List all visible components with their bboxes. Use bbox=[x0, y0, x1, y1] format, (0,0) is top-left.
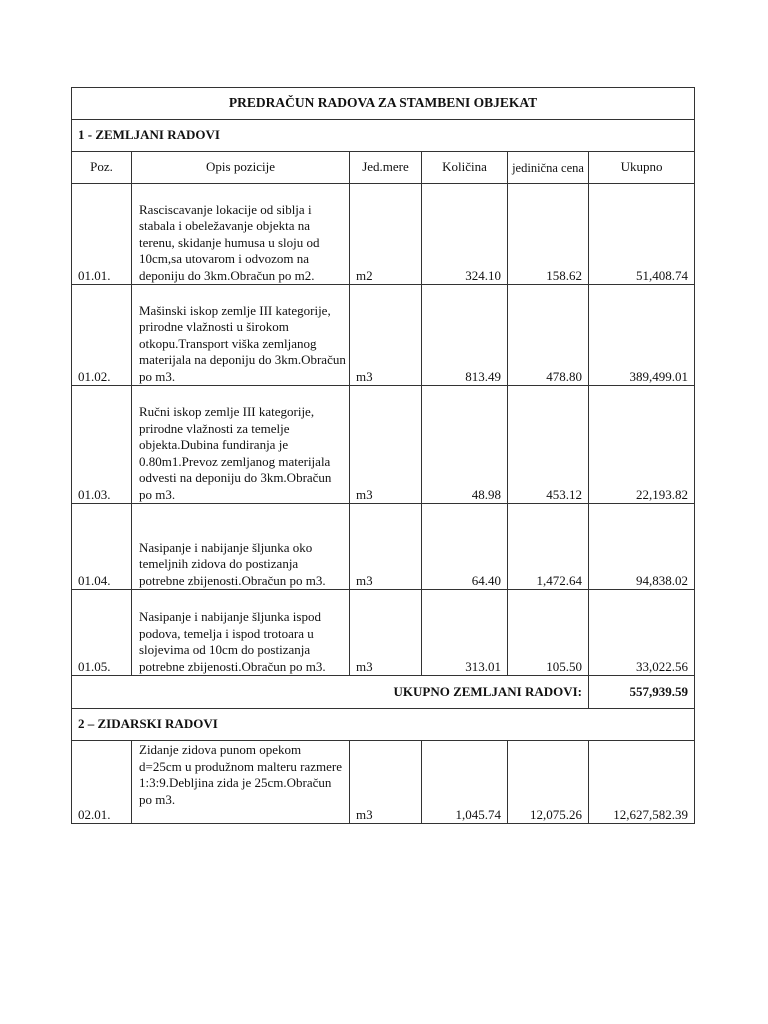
cell-opis: Rasciscavanje lokacije od siblja i stabala i obeležavanje objekta na terenu, skidanje humusa u sloju od 10cm,sa utovarom i odvozom na deponiju do 3km.Obračun po m2. bbox=[132, 184, 350, 285]
cell-cena: 453.12 bbox=[508, 386, 589, 504]
cell-poz: 02.01. bbox=[72, 741, 132, 824]
cell-ukupno: 94,838.02 bbox=[589, 504, 695, 590]
header-ukupno: Ukupno bbox=[589, 152, 695, 184]
document-title: PREDRAČUN RADOVA ZA STAMBENI OBJEKAT bbox=[72, 88, 695, 120]
total-label-earthworks: UKUPNO ZEMLJANI RADOVI: bbox=[72, 676, 589, 709]
cell-opis: Ručni iskop zemlje III kategorije, prirodne vlažnosti za temelje objekta.Dubina fundiranja je 0.80m1.Prevoz zemljanog materijala odvesti na deponiju do 3km.Obračun po m3. bbox=[132, 386, 350, 504]
section-heading-masonry: 2 – ZIDARSKI RADOVI bbox=[72, 709, 695, 741]
header-opis: Opis pozicije bbox=[132, 152, 350, 184]
total-value-earthworks: 557,939.59 bbox=[589, 676, 695, 709]
cell-kol: 313.01 bbox=[422, 590, 508, 676]
cell-poz: 01.04. bbox=[72, 504, 132, 590]
cell-ukupno: 12,627,582.39 bbox=[589, 741, 695, 824]
cell-jed: m3 bbox=[350, 386, 422, 504]
cell-poz: 01.01. bbox=[72, 184, 132, 285]
cell-opis: Mašinski iskop zemlje III kategorije, prirodne vlažnosti u širokom otkopu.Transport viška zemljanog materijala na deponiju do 3km.Obračun po m3. bbox=[132, 285, 350, 386]
cell-jed: m3 bbox=[350, 741, 422, 824]
cell-jed: m3 bbox=[350, 590, 422, 676]
cell-ukupno: 389,499.01 bbox=[589, 285, 695, 386]
cell-jed: m2 bbox=[350, 184, 422, 285]
cell-jed: m3 bbox=[350, 285, 422, 386]
cell-opis: Nasipanje i nabijanje šljunka oko temeljnih zidova do postizanja potrebne zbijenosti.Obračun po m3. bbox=[132, 504, 350, 590]
cell-kol: 1,045.74 bbox=[422, 741, 508, 824]
table-row bbox=[72, 285, 695, 386]
header-jed: Jed.mere bbox=[350, 152, 422, 184]
cell-poz: 01.05. bbox=[72, 590, 132, 676]
cell-opis: Zidanje zidova punom opekom d=25cm u produžnom malteru razmere 1:3:9.Debljina zida je 25cm.Obračun po m3. bbox=[132, 741, 350, 824]
table-row bbox=[72, 386, 695, 504]
cell-kol: 813.49 bbox=[422, 285, 508, 386]
table-header-row bbox=[72, 152, 695, 184]
table-row bbox=[72, 741, 695, 824]
cell-kol: 64.40 bbox=[422, 504, 508, 590]
table-row bbox=[72, 590, 695, 676]
cell-ukupno: 33,022.56 bbox=[589, 590, 695, 676]
cell-cena: 478.80 bbox=[508, 285, 589, 386]
cell-ukupno: 22,193.82 bbox=[589, 386, 695, 504]
cell-cena: 12,075.26 bbox=[508, 741, 589, 824]
cell-cena: 1,472.64 bbox=[508, 504, 589, 590]
cell-poz: 01.02. bbox=[72, 285, 132, 386]
cell-jed: m3 bbox=[350, 504, 422, 590]
cell-opis: Nasipanje i nabijanje šljunka ispod podova, temelja i ispod trotoara u slojevima od 10cm do postizanja potrebne zbijenosti.Obračun po m3. bbox=[132, 590, 350, 676]
table-row bbox=[72, 504, 695, 590]
section-heading-earthworks: 1 - ZEMLJANI RADOVI bbox=[72, 120, 695, 152]
table-row bbox=[72, 184, 695, 285]
cell-ukupno: 51,408.74 bbox=[589, 184, 695, 285]
header-poz: Poz. bbox=[72, 152, 132, 184]
cell-cena: 158.62 bbox=[508, 184, 589, 285]
cell-kol: 324.10 bbox=[422, 184, 508, 285]
cell-poz: 01.03. bbox=[72, 386, 132, 504]
header-cena: jedinična cena bbox=[508, 152, 589, 184]
cell-cena: 105.50 bbox=[508, 590, 589, 676]
estimate-table bbox=[71, 87, 695, 824]
cell-kol: 48.98 bbox=[422, 386, 508, 504]
total-row bbox=[72, 676, 695, 709]
header-kol: Količina bbox=[422, 152, 508, 184]
